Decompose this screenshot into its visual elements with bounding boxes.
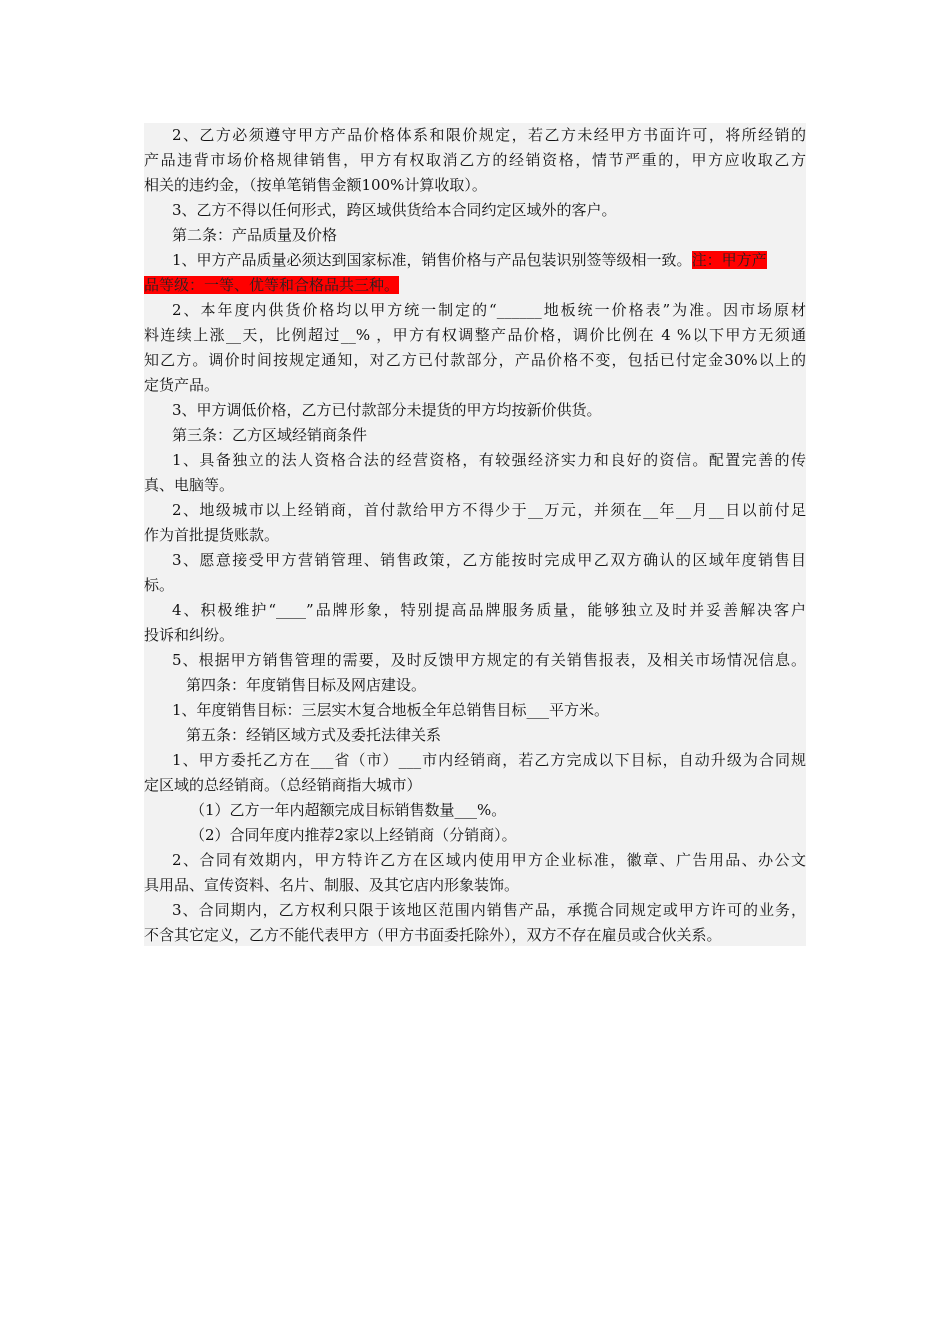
list-item: （1）乙方一年内超额完成目标销售数量___%。 <box>190 801 507 819</box>
paragraph-line: 不含其它定义，乙方不能代表甲方（甲方书面委托除外），双方不存在雇员或合伙关系。 <box>144 926 722 944</box>
paragraph-line <box>144 273 399 297</box>
paragraph-line: 1、年度销售目标：三层实木复合地板全年总销售目标___平方米。 <box>172 701 610 719</box>
paragraph-line: 2、地级城市以上经销商，首付款给甲方不得少于__万元，并须在__年__月__日以前付足 <box>172 501 806 519</box>
paragraph-line: 真、电脑等。 <box>144 476 235 494</box>
paragraph-line: 1、甲方委托乙方在___省（市）___市内经销商，若乙方完成以下目标，自动升级为合同规 <box>172 751 806 769</box>
section-heading: 第二条：产品质量及价格 <box>172 226 338 244</box>
document-text-block <box>144 123 806 946</box>
list-item: （2）合同年度内推荐2家以上经销商（分销商）。 <box>190 826 517 844</box>
paragraph-line: 知乙方。调价时间按规定通知，对乙方已付款部分，产品价格不变，包括已付定金30%以上的 <box>144 351 806 369</box>
paragraph-line: 2、乙方必须遵守甲方产品价格体系和限价规定，若乙方未经甲方书面许可，将所经销的 <box>172 126 806 144</box>
paragraph-line <box>172 248 767 272</box>
paragraph-line: 2、本年度内供货价格均以甲方统一制定的“______地板统一价格表”为准。因市场原材 <box>172 301 806 319</box>
paragraph-line: 投诉和纠纷。 <box>144 626 235 644</box>
paragraph-line: 具用品、宣传资料、名片、制服、及其它店内形象装饰。 <box>144 876 520 894</box>
paragraph-line: 定区域的总经销商。（总经销商指大城市） <box>144 776 422 794</box>
paragraph-line: 定货产品。 <box>144 376 220 394</box>
paragraph-line: 3、合同期内，乙方权利只限于该地区范围内销售产品，承揽合同规定或甲方许可的业务， <box>172 901 806 919</box>
paragraph-line: 3、乙方不得以任何形式，跨区域供货给本合同约定区域外的客户。 <box>172 201 617 219</box>
highlighted-note: 品等级：一等、优等和合格品共三种。 <box>144 276 400 294</box>
paragraph-line: 作为首批提货账款。 <box>144 526 280 544</box>
section-heading: 第三条：乙方区域经销商条件 <box>172 426 368 444</box>
section-heading: 第四条：年度销售目标及网店建设。 <box>186 676 427 694</box>
paragraph-line: 标。 <box>144 576 175 594</box>
paragraph-line: 料连续上涨__天，比例超过__% ，甲方有权调整产品价格，调价比例在 4 %以下甲方无须通 <box>144 326 806 344</box>
highlighted-note: 注：甲方产 <box>691 251 767 269</box>
section-heading: 第五条：经销区域方式及委托法律关系 <box>186 726 442 744</box>
paragraph-line: 1、具备独立的法人资格合法的经营资格，有较强经济实力和良好的资信。配置完善的传 <box>172 451 806 469</box>
paragraph-line: 3、愿意接受甲方营销管理、销售政策，乙方能按时完成甲乙双方确认的区域年度销售目 <box>172 551 806 569</box>
paragraph-line: 5、根据甲方销售管理的需要，及时反馈甲方规定的有关销售报表，及相关市场情况信息。 <box>172 651 806 669</box>
paragraph-line: 产品违背市场价格规律销售，甲方有权取消乙方的经销资格，情节严重的，甲方应收取乙方 <box>144 151 806 169</box>
paragraph-line: 2、合同有效期内，甲方特许乙方在区域内使用甲方企业标准，徽章、广告用品、办公文 <box>172 851 806 869</box>
paragraph-text: 1、甲方产品质量必须达到国家标准，销售价格与产品包装识别签等级相一致。 <box>172 251 692 269</box>
paragraph-line: 3、甲方调低价格，乙方已付款部分未提货的甲方均按新价供货。 <box>172 401 602 419</box>
paragraph-line: 相关的违约金，（按单笔销售金额100%计算收取）。 <box>144 176 487 194</box>
paragraph-line: 4、积极维护“____”品牌形象，特别提高品牌服务质量，能够独立及时并妥善解决客户 <box>172 601 806 619</box>
